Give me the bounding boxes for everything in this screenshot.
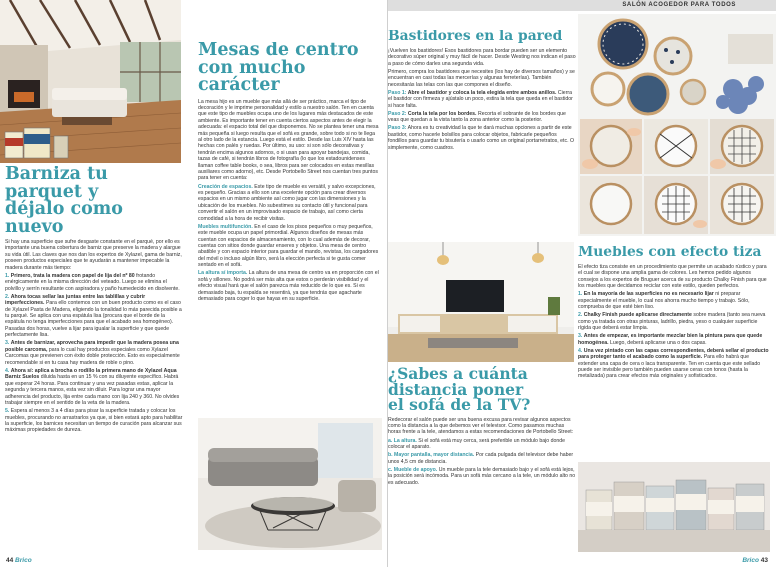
chalk-paint-cans-photo [578, 462, 770, 552]
mesas-column [198, 42, 380, 414]
barniz-intro: Si hay una superficie que sufre desgaste constante en el parqué, por ello es importante una buena cobertura de barniz que preserve la madera y alargue su vida útil. Las claves que nos dan los expertos de Xylazel, gama de barniz, poseen productos especiales que te ayudarán a mantener impecable la madera durante más tiempo: [5, 239, 182, 271]
point-label: b. Mayor pantalla, mayor distancia. [388, 452, 475, 459]
step-text: para lo cual hay productos especiales como Xylazel Carcomas que previenen con éxito doble protección. Esto es especialmente recomendable si en tu casa hay madera de roble o pino. [5, 346, 180, 366]
brand-left: Brico [15, 557, 32, 564]
embroidery-hoops-photo [578, 14, 776, 236]
step-text: Para ello habrá que extender una capa de cera o laca transparente. Ten en cuenta que este sellado puede ser invisible pero también pueden usarse ceras con tonos (hasta la metalizada) para crear efectos más originales y sofisticados. [578, 354, 761, 380]
distancia-point-c [388, 467, 576, 486]
mesas-title-line-1: Mesas de centro [198, 42, 359, 60]
barniz-title [5, 166, 183, 236]
page-number-left: 44 [6, 557, 14, 564]
step-label: Paso 2: [388, 110, 407, 117]
bastidores-column [388, 30, 576, 240]
step-number: 2. [578, 312, 583, 319]
step-number: 5. [5, 408, 10, 415]
point-label: Muebles multifunción. [198, 223, 253, 230]
mesas-intro: La mesa hijo es un mueble que más allá de ser práctico, marca el tipo de decoración y le imprime personalidad y estilo a nuestro salón. Ten en cuenta que este tipo de muebles ocupa uno de los lugares más destacados de este ambiente. Es importante tener en cuenta ciertos aspectos antes de elegir la adecuada: el espacio total del que disponemos. No se plantea tener una mesa más pequeña si luego resulta que el sofá es grande, sobre todo si no te llega al otro lado de la estancia. Luego está el estilo. Desde las Luis XIV hasta las hechas con palés y ruedas. Por último, su uso: si son sólo decorativas y tendrán encima algunos adornos, o si usan para apoyar bandejas, comida, tazas de café, si tendrán libros de fotografía (lo que los estadounidenses llaman coffee table books, o sea, libros para ser colocados en estas mesillas auxiliares como adorno), etc. Desde Portobello Street nos cuentan tres puntos para tener en cuenta: [198, 98, 379, 182]
mesas-title [198, 42, 380, 95]
step-number: 3. [5, 340, 10, 347]
step-text: Recorta el sobrante de los bordes que veas que quedan a la vista tanto la zona anterior como la posterior. [388, 110, 566, 124]
distancia-intro: Redecorar el salón puede ser una buena excusa para revisar algunos aspectos como la distancia a la que debemos ver el televisor. Como pasamos muchas horas frente a la tele, atendamos a estas recomendaciones de Portobello Street: [388, 416, 574, 436]
mesas-point-1 [198, 184, 380, 222]
tiza-body [578, 264, 770, 380]
step-text: ni preparar especialmente el mueble, lo cual nos ahorra mucho tiempo y trabajo. Sólo, comprueba de que esté bien liso. [578, 291, 750, 311]
point-label: c. Mueble de apoyo. [388, 466, 438, 473]
tiza-step-4 [578, 348, 770, 380]
step-text: Para ello contemos con un buen producto como es el caso de Xylazel Pasta de Madera, eligiendo la tonalidad lo más parecida posible a tu parqué. Se aplica con una espátula lisa (procura que el borde de la espátula no tenga imperfecciones para que el acabado sea homogéneo). Pasadas dos horas, vuelve a lijar para igualar la superficie y que quede perfectamente lisa. [5, 300, 182, 339]
barniz-column [5, 166, 183, 551]
step-text: Luego, deberá aplicarse una o dos capas. [608, 339, 707, 346]
step-text: diluida hasta en un 15 % con su diluyente específico. Habrá que esperar 24 horas. Para continuar y una vez pasadas estas, aplicar la segunda y tercera manos, esta vez sin diluir. Para lograr una mayor adherencia del producto, lija entre cada mano con lija 240 y 360. No olvides trabajar siempre en el sentido de la veta de la madera. [5, 374, 180, 406]
step-label: Paso 3: [388, 125, 407, 132]
barniz-step-5 [5, 408, 183, 434]
step-lead: Ahora sí: aplica a brocha o rodillo la primera mano de Xylazel Aqua Barniz Suelos [5, 367, 177, 381]
step-number: 4. [578, 347, 583, 354]
step-number: 1. [5, 272, 10, 279]
bastidores-body [388, 48, 576, 151]
mesas-title-line-2: con mucho carácter [198, 57, 306, 95]
point-text: Un mueble para la tele demasiado bajo y el sofá está lejos, la posición será incómoda. Para un sofá más cercano a la tele, un módulo alto no es adecuado. [388, 466, 576, 486]
barniz-title-line-1: Barniza tu parquet y [5, 166, 108, 202]
step-number: 1. [578, 291, 583, 298]
barniz-step-2 [5, 294, 183, 339]
distancia-title-line-2: distancia poner [388, 379, 524, 399]
mesas-point-3 [198, 270, 380, 302]
brand-right: Brico [742, 557, 759, 564]
section-header-text: SALÓN ACOGEDOR PARA TODOS [622, 2, 736, 8]
distancia-title [388, 366, 576, 413]
page-number-right: 43 [760, 557, 768, 564]
step-number: 3. [578, 333, 583, 340]
right-page [388, 0, 776, 567]
tiza-step-3 [578, 333, 770, 346]
tiza-step-1 [578, 291, 770, 310]
bastidores-step-3 [388, 125, 576, 151]
step-number: 4. [5, 367, 10, 374]
point-text: Si el sofá está muy cerca, será preferible un módulo bajo donde colocar el aparato. [388, 437, 566, 450]
step-lead: Chalky Finish puede aplicarse directamente [583, 312, 692, 319]
distancia-title-line-3: el sofá de la TV? [388, 395, 531, 414]
bastidores-intro-2: Primero, compra los bastidores que necesites (los hay de diversos tamaños) y se encuentran en casi todas las mercerías y algunas ferreterías). También necesitarás las telas con las que compones el diseño. [388, 68, 575, 88]
step-text: Cierra el bastidor con firmeza y ajústalo un poco, estira la tela que queda en el bastidor si hace falta. [388, 89, 573, 109]
tiza-column [578, 246, 770, 458]
mesas-body [198, 99, 380, 303]
distancia-title-line-1: ¿Sabes a cuánta [388, 366, 528, 383]
barniz-body [5, 239, 183, 434]
distancia-body [388, 417, 576, 486]
step-lead: Ahora tocas sellar las juntas entre las tablillas y cubrir imperfecciones. [5, 293, 146, 307]
section-header [388, 0, 776, 11]
step-lead: Abre el bastidor y coloca la tela elegida entre ambos anillos. [406, 89, 557, 96]
step-lead: Una vez pintado con las capas correspondientes, deberá sellar el producto para proteger tanto el acabado como la superficie. [578, 347, 769, 361]
distancia-column [388, 366, 576, 551]
step-lead: Primero, trata la madera con papel de lija del nº 80 [10, 272, 135, 279]
point-text: Por cada pulgada del televisor debe haber unos 4,5 cm de distancia. [388, 452, 574, 465]
barniz-step-1 [5, 273, 183, 292]
barniz-step-4 [5, 368, 183, 406]
bastidores-title: Bastidores en la pared [388, 30, 563, 44]
bastidores-step-1 [388, 90, 576, 109]
point-text: Este tipo de mueble es versátil, y salvo excepciones, es pequeño. Gracias a ello son una excelente opción para crear diversos espacios en un mismo ambiente así como jugar con las dimensiones y la ubicación de los muebles. No subestimes su contacto útil y funcional para convertir el salón en un improvisado espacio de trabajo, así como cierta comodidad a la hora de recibir visitas. [198, 183, 376, 222]
bastidores-intro: ¡Vuelven los bastidores! Esos bastidores para bordar pueden ser un elemento decorativo súper original y muy fácil de hacer. Desde Westing nos indican el paso a paso de cómo darles una segunda vida. [388, 47, 576, 67]
bastidores-step-2 [388, 111, 576, 124]
tv-room-photo [388, 242, 574, 362]
step-lead: Corta la tela por los bordes. [406, 110, 477, 117]
tiza-step-2 [578, 312, 770, 331]
barniz-title-line-2: déjalo como nuevo [5, 199, 123, 237]
step-lead: En la mayoría de las superficies no es necesario lijar [583, 291, 714, 298]
step-text: sobre madera (tanto sea nueva como ya tratada con otras pinturas, ladrillo, piedra, yeso o cualquier superficie rígida que deberá estar limpia. [578, 312, 766, 332]
footer-right [742, 557, 768, 564]
step-lead: Antes de barnizar, aprovecha para impedir que la madera posea una posible carcoma, [5, 340, 179, 353]
distancia-point-a [388, 438, 576, 451]
point-label: a. La altura. [388, 437, 417, 444]
coffee-table-photo [198, 418, 382, 550]
step-label: Paso 1: [388, 89, 407, 96]
point-label: Creación de espacios. [198, 183, 253, 190]
tiza-title: Muebles con efecto tiza [578, 246, 762, 260]
barniz-step-3 [5, 340, 183, 366]
step-text: Ahora es tu creatividad la que te dará muchas opciones a partir de este bastidor, como hacerle bolsillos para colocar objetos, fabricarle pequeños fondillos para guardar tu bisutería o usarlo como un original portarretratos, etc. O simplemente, como cuadros. [388, 125, 574, 151]
distancia-point-b [388, 452, 576, 465]
step-number: 2. [5, 293, 10, 300]
tiza-intro: El efecto tiza consiste en un procedimiento que permite un acabado rústico y para el cual se dispone una amplia gama de colores. Les hemos pedido algunos consejos a los expertos de Bruguer acerca de su producto Chalky Finish para que los muebles que decidamos reciclar con este estilo, queden perfectos. [578, 263, 767, 290]
mesas-point-2 [198, 224, 380, 269]
point-text: En el caso de los pisos pequeños o muy pequeños, este mueble ocupa un papel primordial. Algunos diseños de mesas más cuentan con espacios de almacenamiento, con lo cual además de decorar, cuentas con sitios donde guardar enseres y objetos. Una mesa de centro abatible y con espacio interior para guardar el mando, revistas, los cargadores del móvil o incluso algún libro, será la elección perfecta si te gusta comer sentado en el sofá. [198, 223, 379, 269]
living-room-photo [0, 0, 181, 163]
point-label: La altura sí importa. [198, 270, 248, 277]
step-text: frotando enérgicamente en la misma dirección del veteado. Luego se elimina el polvillo y serrín resultante con aspiradora y paño humedecido en disolvente. [5, 272, 180, 292]
step-lead: Antes de empezar, es importante mezclar bien la pintura para que quede homogénea. [578, 333, 763, 346]
point-text: La altura de una mesa de centro va en proporción con el sofá y sillones. No podrá ser más alta que estos o perderán visibilidad y el efecto visual hará que el salón parezca más reducido de lo que es. Si es demasiado baja, tu espalda se resentirá, ya que tendrás que agacharte demasiado para coger lo que hayas en su superficie. [198, 270, 379, 303]
footer-left [6, 557, 32, 564]
step-text: Espera al menos 3 a 4 días para pisar la superficie tratada y colocar los muebles, procurando no arrastrarlos ya que, si bien estará apto para habilitar la superficie, los barnices necesitan un tiempo de curación para alcanzar sus máximas propiedades de dureza. [5, 408, 183, 434]
